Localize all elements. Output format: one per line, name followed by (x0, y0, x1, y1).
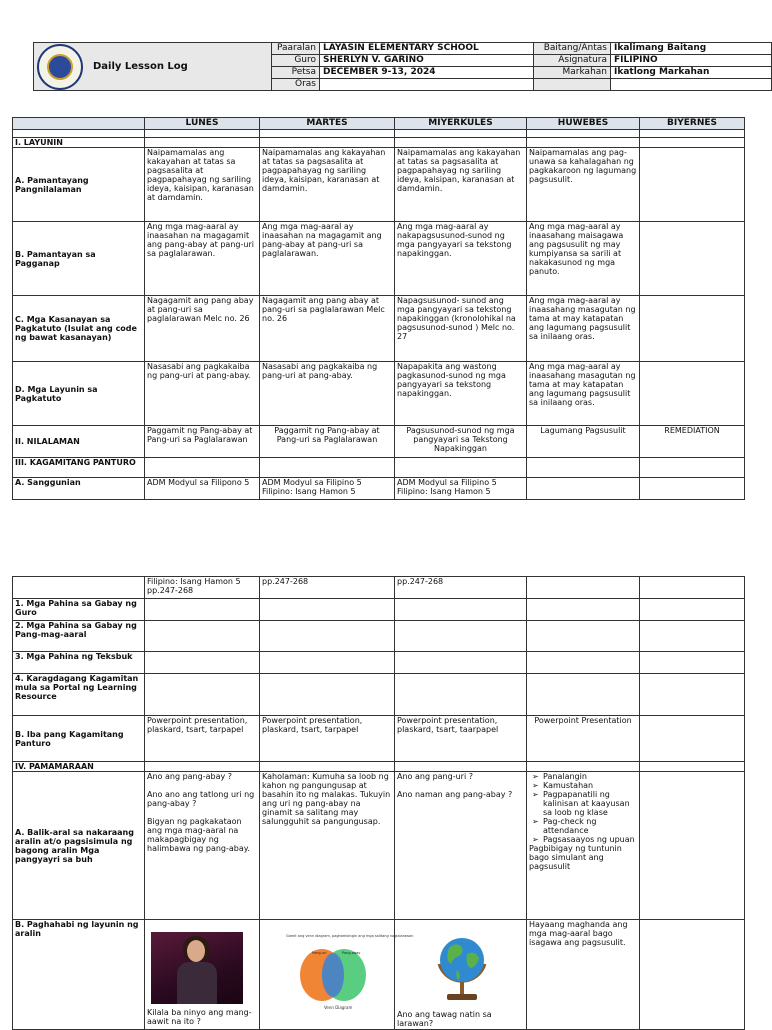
petsa-value: DECEMBER 9-13, 2024 (320, 67, 534, 79)
empty-label (534, 79, 611, 91)
paghahabi-huwebes: Hayaang maghanda ang mga mag-aaral bago isagawa ang pagsusulit. (527, 920, 640, 1030)
teksbuk-label: 3. Mga Pahina ng Teksbuk (13, 652, 145, 674)
balik-aral-martes: Kaholaman: Kumuha sa loob ng kahon ng pangungusap at basahin ito ng malakas. Tukuyin ang uri ng pang-abay na ginamit sa salitang may salungguhit sa pangungusap. (260, 772, 395, 920)
oras-label: Oras (272, 79, 320, 91)
venn-right-label: Pang-abay (342, 951, 361, 955)
lesson-log-header (33, 42, 772, 91)
kagamitang-panturo-label: III. KAGAMITANG PANTURO (13, 458, 145, 478)
paaralan-value: LAYASIN ELEMENTARY SCHOOL (320, 43, 534, 55)
table-row (13, 772, 745, 920)
asignatura-label: Asignatura (534, 55, 611, 67)
oras-value (320, 79, 534, 91)
venn-note: Gamit ang venn diagram, paghambingin ang mga salitang naglalarawan (286, 934, 414, 938)
cell-b-lunes: Ang mga mag-aaral ay inaasahan na magagamit ang pang-abay at pang-uri sa paglalarawan. (145, 222, 260, 296)
cell-b-martes: Ang mga mag-aaral ay inaasahan na magagamit ang pang-abay at pang-uri sa paglalarawan. (260, 222, 395, 296)
baitang-value: Ikalimang Baitang (611, 43, 772, 55)
corner-cell (13, 118, 145, 130)
sanggunian-biyernes (640, 478, 745, 500)
table-row (13, 716, 745, 762)
cell-a-biyernes (640, 148, 745, 222)
sanggunian-lunes: ADM Modyul sa Filipono 5 (145, 478, 260, 500)
gabay-guro-label: 1. Mga Pahina sa Gabay ng Guro (13, 599, 145, 621)
pamamaraan-section-row (13, 762, 745, 772)
empty-value (611, 79, 772, 91)
iba-pang-miyerkules: Powerpoint presentation, plaskard, tsart, taarpapel (395, 716, 527, 762)
cell-c-lunes: Nagagamit ang pang abay at pang-uri sa paglalarawan Melc no. 26 (145, 296, 260, 362)
sanggunian-cont-biyernes (640, 577, 745, 599)
singer-question: Kilala ba ninyo ang mang-aawit na ito ? (147, 1008, 252, 1026)
balik-aral-huwebes (527, 772, 640, 920)
day-header-martes: MARTES (260, 118, 395, 130)
list-item: ➢ Kamustahan (543, 781, 637, 790)
markahan-value: Ikatlong Markahan (611, 67, 772, 79)
petsa-label: Petsa (272, 67, 320, 79)
gabay-mag-aaral-label: 2. Mga Pahina sa Gabay ng Pang-mag-aaral (13, 621, 145, 652)
table-row (13, 458, 745, 478)
asignatura-value: FILIPINO (611, 55, 772, 67)
cell-c-biyernes (640, 296, 745, 362)
balik-aral-miyerkules-q1: Ano ang pang-uri ? (397, 772, 473, 781)
layunin-section-row (13, 138, 745, 148)
deped-seal-logo (37, 44, 83, 90)
paghahabi-martes (260, 920, 414, 1030)
paghahabi-miyerkules (395, 920, 527, 1030)
pamantayang-pangnilalaman-label: A. Pamantayang Pangnilalaman (13, 148, 145, 222)
list-item: ➢ Pagsasaayos ng upuan (543, 835, 637, 844)
cell-d-martes: Nasasabi ang pagkakaiba ng pang-uri at pang-abay. (260, 362, 395, 426)
sanggunian-label: A. Sanggunian (13, 478, 145, 500)
table-row (13, 222, 745, 296)
cell-a-miyerkules: Naipamamalas ang kakayahan at tatas sa pagsasalita at pagpapahayag ng sariling ideya, kaisipan, karanasan at damdamin. (395, 148, 527, 222)
nilalaman-martes: Paggamit ng Pang-abay at Pang-uri sa Paglalarawan (260, 426, 395, 458)
cell-a-huwebes: Naipamamalas ang pag-unawa sa kahalagahan ng pagkakaroon ng lagumang pagsusulit. (527, 148, 640, 222)
nilalaman-lunes: Paggamit ng Pang-abay at Pang-uri sa Paglalarawan (145, 426, 260, 458)
guro-value: SHERLYN V. GARINO (320, 55, 534, 67)
day-header-huwebes: HUWEBES (527, 118, 640, 130)
day-header-miyerkules: MIYERKULES (395, 118, 527, 130)
venn-caption: Venn Diagram (324, 1005, 353, 1010)
cell-d-miyerkules: Napapakita ang wastong pagkasunod-sunod ng mga pangyayari sa tekstong napakinggan. (395, 362, 527, 426)
balik-aral-lunes (145, 772, 260, 920)
paghahabi-lunes (145, 920, 260, 1030)
nilalaman-huwebes: Lagumang Pagsusulit (527, 426, 640, 458)
cell-d-huwebes: Ang mga mag-aaral ay inaasahang masagutan ng tama at may katapatan ang lagumang pagsusulit sa inilaang oras. (527, 362, 640, 426)
table-row (13, 599, 745, 621)
balik-aral-miyerkules (395, 772, 527, 920)
cell-b-huwebes: Ang mga mag-aaral ay inaasahang maisagawa ang pagsusulit ng may kumpiyansa sa sarili at nakakasunod ng mga panuto. (527, 222, 640, 296)
singer-photo (151, 932, 243, 1004)
balik-aral-biyernes (640, 772, 745, 920)
balik-aral-lunes-q3: Bigyan ng pagkakataon ang mga mag-aaral na makapagbigay ng halimbawa ng pang-abay. (147, 817, 250, 853)
header-logo-cell (34, 43, 272, 91)
balik-aral-lunes-q2: Ano ano ang tatlong uri ng pang-abay ? (147, 790, 255, 808)
globe-question: Ano ang tawag natin sa larawan? (397, 1010, 492, 1028)
paghahabi-label: B. Paghahabi ng layunin ng aralin (13, 920, 145, 1030)
table-row (13, 426, 745, 458)
cell-a-martes: Naipamamalas ang kakayahan at tatas sa pagsasalita at pagpapahayag ng sariling ideya, kaisipan, karanasan at damdamin. (260, 148, 395, 222)
doc-title: Daily Lesson Log (93, 60, 188, 72)
cell-a-lunes: Naipamamalas ang kakayahan at tatas sa pagsasalita at pagpapahayag ng sariling ideya, kaisipan, karanasan at damdamin. (145, 148, 260, 222)
karagdagang-kagamitan-label: 4. Karagdagang Kagamitan mula sa Portal ng Learning Resource (13, 674, 145, 716)
layunin-section-label: I. LAYUNIN (13, 138, 145, 148)
table-row (13, 621, 745, 652)
pamantayan-sa-pagganap-label: B. Pamantayan sa Pagganap (13, 222, 145, 296)
iba-pang-biyernes (640, 716, 745, 762)
globe-image (419, 926, 505, 1006)
layunin-sa-pagkatuto-label: D. Mga Layunin sa Pagkatuto (13, 362, 145, 426)
iba-pang-martes: Powerpoint presentation, plaskard, tsart, tarpapel (260, 716, 395, 762)
table-row (13, 920, 745, 1030)
cell-c-martes: Nagagamit ang pang abay at pang-uri sa paglalarawan Melc no. 26 (260, 296, 395, 362)
list-item: ➢ Pag-check ng attendance (543, 817, 637, 835)
nilalaman-miyerkules: Pagsusunod-sunod ng mga pangyayari sa Tekstong Napakinggan (395, 426, 527, 458)
cell-c-huwebes: Ang mga mag-aaral ay inaasahang masagutan ng tama at may katapatan ang lagumang pagsusulit sa inilaang oras. (527, 296, 640, 362)
table-row (13, 296, 745, 362)
cell-d-biyernes (640, 362, 745, 426)
iba-pang-huwebes: Powerpoint Presentation (527, 716, 640, 762)
day-header-lunes: LUNES (145, 118, 260, 130)
venn-left-label: Pang-uri (312, 951, 327, 955)
table-row (13, 362, 745, 426)
balik-aral-miyerkules-q2: Ano naman ang pang-abay ? (397, 790, 513, 799)
lesson-plan-table-1 (12, 117, 745, 500)
sanggunian-cont-lunes: Filipino: Isang Hamon 5 pp.247-268 (145, 577, 260, 599)
markahan-label: Markahan (534, 67, 611, 79)
pamamaraan-label: IV. PAMAMARAAN (13, 762, 145, 772)
day-header-row (13, 118, 745, 130)
balik-aral-label: A. Balik-aral sa nakaraang aralin at/o pagsisimula ng bagong aralin Mga pangyayri sa buh (13, 772, 145, 920)
venn-diagram-image (284, 930, 414, 1012)
table-row (13, 652, 745, 674)
table-row (13, 577, 745, 599)
sanggunian-martes: ADM Modyul sa Filipino 5 Filipino: Isang Hamon 5 (260, 478, 395, 500)
paaralan-label: Paaralan (272, 43, 320, 55)
list-item: ➢ Pagpapanatili ng kalinisan at kaayusan sa loob ng klase (543, 790, 637, 817)
sanggunian-miyerkules: ADM Modyul sa Filipino 5 Filipino: Isang Hamon 5 (395, 478, 527, 500)
huwebes-checklist (529, 772, 637, 844)
paghahabi-biyernes (640, 920, 745, 1030)
iba-pang-lunes: Powerpoint presentation, plaskard, tsart, tarpapel (145, 716, 260, 762)
nilalaman-label: II. NILALAMAN (13, 426, 145, 458)
iba-pang-kagamitan-label: B. Iba pang Kagamitang Panturo (13, 716, 145, 762)
day-header-biyernes: BIYERNES (640, 118, 745, 130)
sanggunian-cont-huwebes (527, 577, 640, 599)
lesson-plan-table-2 (12, 576, 745, 1030)
cell-b-biyernes (640, 222, 745, 296)
sanggunian-cont-martes: pp.247-268 (260, 577, 395, 599)
table-row (13, 674, 745, 716)
table-row (13, 148, 745, 222)
kasanayan-sa-pagkatuto-label: C. Mga Kasanayan sa Pagkatuto (Isulat ang code ng bawat kasanayan) (13, 296, 145, 362)
balik-aral-lunes-q1: Ano ang pang-abay ? (147, 772, 232, 781)
list-item: ➢ Panalangin (543, 772, 637, 781)
baitang-label: Baitang/Antas (534, 43, 611, 55)
nilalaman-biyernes: REMEDIATION (640, 426, 745, 458)
sanggunian-cont-miyerkules: pp.247-268 (395, 577, 527, 599)
guro-label: Guro (272, 55, 320, 67)
cell-b-miyerkules: Ang mga mag-aaral ay nakapagsusunod-sunod ng mga pangyayari sa tekstong napakinggan. (395, 222, 527, 296)
sanggunian-huwebes (527, 478, 640, 500)
cell-c-miyerkules: Napagsusunod- sunod ang mga pangyayari sa tekstong napakinggan (kronolohikal na pagsusunod-sunod ) Melc no. 27 (395, 296, 527, 362)
cell-d-lunes: Nasasabi ang pagkakaiba ng pang-uri at pang-abay. (145, 362, 260, 426)
table-row (13, 478, 745, 500)
huwebes-tuntunin: Pagbibigay ng tuntunin bago simulant ang pagsusulit (529, 844, 622, 871)
